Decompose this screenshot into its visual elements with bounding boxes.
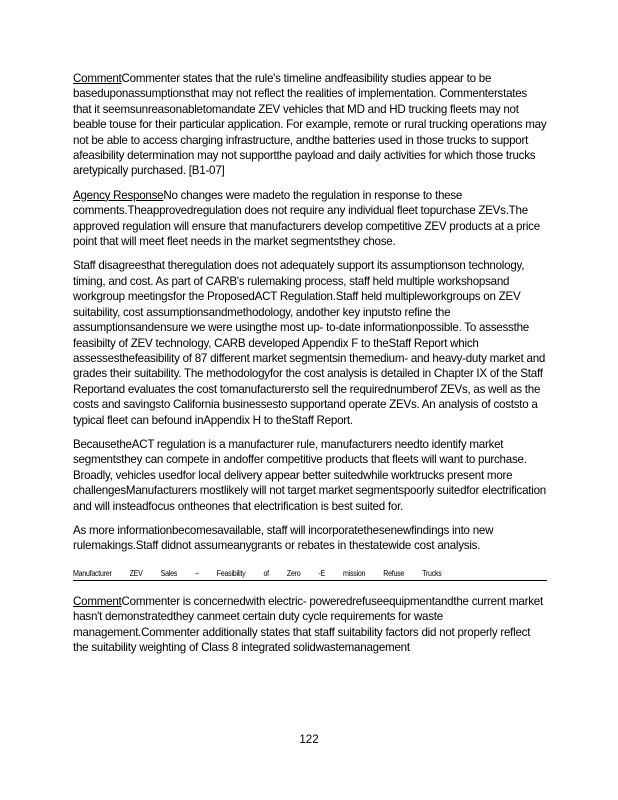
heading-word: –: [195, 567, 199, 578]
heading-word: -E: [318, 567, 325, 578]
agency-response-label: Agency Response: [73, 188, 164, 202]
heading-word: ZEV: [129, 567, 143, 578]
comment-paragraph: [73, 594, 547, 656]
comment-text: Commenter is concernedwith electric- poweredrefuseequipmentandthe current market hasn't demonstratedthey canmeet certain duty cycle requirements for waste management.Commenter additionally states that staff suitability factors did not properly reflect the suitability weighting of Class 8 integrated solidwastemanagement: [73, 594, 543, 654]
body-paragraph: As more informationbecomesavailable, staff will incorporatethesenewfindings into new rulemakings.Staff didnot assumeanygrants or rebates in thestatewide cost analysis.: [73, 523, 494, 553]
body-paragraph: BecausetheACT regulation is a manufacturer rule, manufacturers needto identify market segmentsthey can compete in andoffer competitive products that fleets will want to purchase. Broadly, vehicles usedfor local delivery appear better suitedwhile worktrucks present more challengesManufacturers mostlikely will not target market segmentspoorly suitedfor electrification and will insteadfocus ontheones that electrification is best suited for.: [73, 437, 546, 513]
heading-word: of: [263, 567, 269, 578]
heading-word: mission: [343, 567, 366, 578]
comment-paragraph: [73, 71, 547, 179]
agency-response-paragraph: [73, 188, 547, 250]
comment-label: Comment: [73, 72, 122, 85]
heading-word: Feasibility: [216, 567, 246, 578]
comment-text: Commenter states that the rule's timeline andfeasibility studies appear to be baseduponassumptionsthat may not reflect the realities of implementation. Commenterstates that it seemsunreasonabletomandate ZEV vehicles that MD and HD trucking fleets may not beable touse for their particular application. For example, remote or rural trucking operations may not be able to access charging infrastructure, andthe batteries used in those trucks to support afeasibility determination may not supportthe payload and daily activities for which those trucks aretypically purchased. [B1-07]: [73, 72, 547, 178]
section-heading: [73, 568, 547, 581]
comment-label: Comment: [73, 594, 122, 608]
page-body: [73, 71, 547, 664]
heading-word: Trucks: [422, 567, 442, 578]
heading-word: Zero: [286, 567, 301, 578]
agency-response-text: No changes were madeto the regulation in response to these comments.Theapprovedregulation does not require any individual fleet topurchase ZEVs.The approved regulation will ensure that manufacturers develop competitive ZEV products at a price point that will meet fleet needs in the market segmentsthey chose.: [73, 188, 540, 249]
body-paragraph: Staff disagreesthat theregulation does not adequately support its assumptionson technology, timing, and cost. As part of CARB's rulemaking process, staff held multiple workshopsand workgroup meetingsfor the ProposedACT Regulation.Staff held multipleworkgroups on ZEV suitability, cost assumptionsandmethodology, andother key inputsto refine the assumptionsandensure we were usingthe most up- to-date informationpossible. To assessthe feasibilty of ZEV technology, CARB developed Appendix F to theStaff Report which assessesthefeasibility of 87 different market segmentsin themedium- and heavy-duty market and grades their suitability. The methodologyfor the cost analysis is detailed in Chapter IX of the Staff Reportand evaluates the cost tomanufacturersto sell the requirednumberof ZEVs, as well as the costs and savingsto California businessesto supportand operate ZEVs. An analysis of coststo a typical fleet can befound inAppendix H to theStaff Report.: [73, 259, 546, 427]
heading-word: Sales: [160, 567, 178, 578]
page-number: 122: [299, 733, 319, 746]
heading-word: Manufacturer: [73, 567, 112, 578]
heading-word: Refuse: [383, 567, 405, 578]
